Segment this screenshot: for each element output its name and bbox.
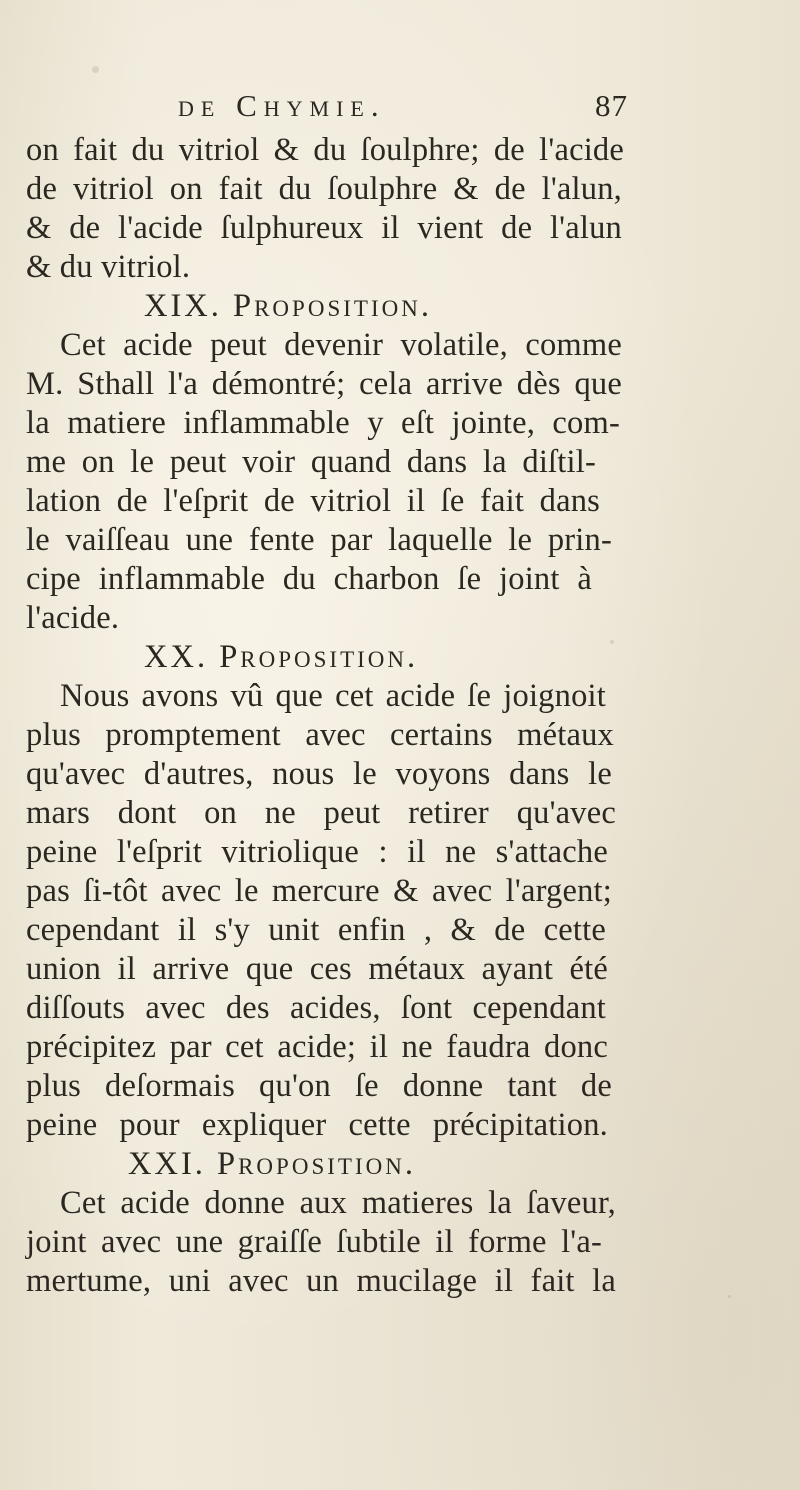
text-line: lation de l'eſprit de vitriol il ſe fait dans bbox=[26, 483, 600, 519]
text-line: de vitriol on fait du ſoulphre & de l'alun, bbox=[26, 171, 622, 207]
text-line: cipe inflammable du charbon ſe joint à bbox=[26, 561, 592, 597]
text-line: mars dont on ne peut retirer qu'avec bbox=[26, 795, 616, 831]
page-number: 87 bbox=[595, 88, 628, 123]
text-line: on fait du vitriol & du ſoulphre; de l'acide bbox=[26, 132, 624, 168]
text-line: pas ſi-tôt avec le mercure & avec l'argent; bbox=[26, 873, 612, 909]
text-line: qu'avec d'autres, nous le voyons dans le bbox=[26, 756, 612, 792]
text-line: & de l'acide ſulphureux il vient de l'alun bbox=[26, 210, 622, 246]
text-line: plus deſormais qu'on ſe donne tant de bbox=[26, 1068, 612, 1104]
text-line: peine pour expliquer cette précipitation. bbox=[26, 1107, 608, 1143]
text-line: plus promptement avec certains métaux bbox=[26, 717, 614, 753]
text-line: le vaiſſeau une fente par laquelle le prin- bbox=[26, 522, 612, 558]
section-heading-xix: XIX. Proposition. bbox=[144, 288, 432, 324]
text-line: joint avec une graiſſe ſubtile il forme l'a- bbox=[26, 1224, 602, 1260]
text-line: M. Sthall l'a démontré; cela arrive dès que bbox=[26, 366, 622, 402]
text-line: Cet acide peut devenir volatile, comme bbox=[60, 327, 622, 363]
paper-stain bbox=[610, 640, 614, 644]
body-text bbox=[26, 131, 766, 1301]
text-line: Cet acide donne aux matieres la ſaveur, bbox=[60, 1185, 616, 1221]
text-line: diſſouts avec des acides, ſont cependant bbox=[26, 990, 606, 1026]
text-line: l'acide. bbox=[26, 600, 120, 636]
text-line: union il arrive que ces métaux ayant été bbox=[26, 951, 608, 987]
text-line: peine l'eſprit vitriolique : il ne s'attache bbox=[26, 834, 608, 870]
text-line: me on le peut voir quand dans la diſtil- bbox=[26, 444, 596, 480]
running-head-title: de Chymie. bbox=[178, 88, 386, 123]
section-heading-xxi: XXI. Proposition. bbox=[128, 1146, 416, 1182]
paper-stain bbox=[728, 1295, 731, 1298]
text-line: cependant il s'y unit enfin , & de cette bbox=[26, 912, 606, 948]
section-heading-xx: XX. Proposition. bbox=[144, 639, 419, 675]
text-line: précipitez par cet acide; il ne faudra donc bbox=[26, 1029, 608, 1065]
text-line: mertume, uni avec un mucilage il fait la bbox=[26, 1263, 616, 1299]
text-line: & du vitriol. bbox=[26, 249, 191, 285]
text-line: la matiere inflammable y eſt jointe, com- bbox=[26, 405, 620, 441]
paper-stain bbox=[92, 66, 99, 73]
text-line: Nous avons vû que cet acide ſe joignoit bbox=[60, 678, 606, 714]
running-head bbox=[178, 86, 628, 126]
